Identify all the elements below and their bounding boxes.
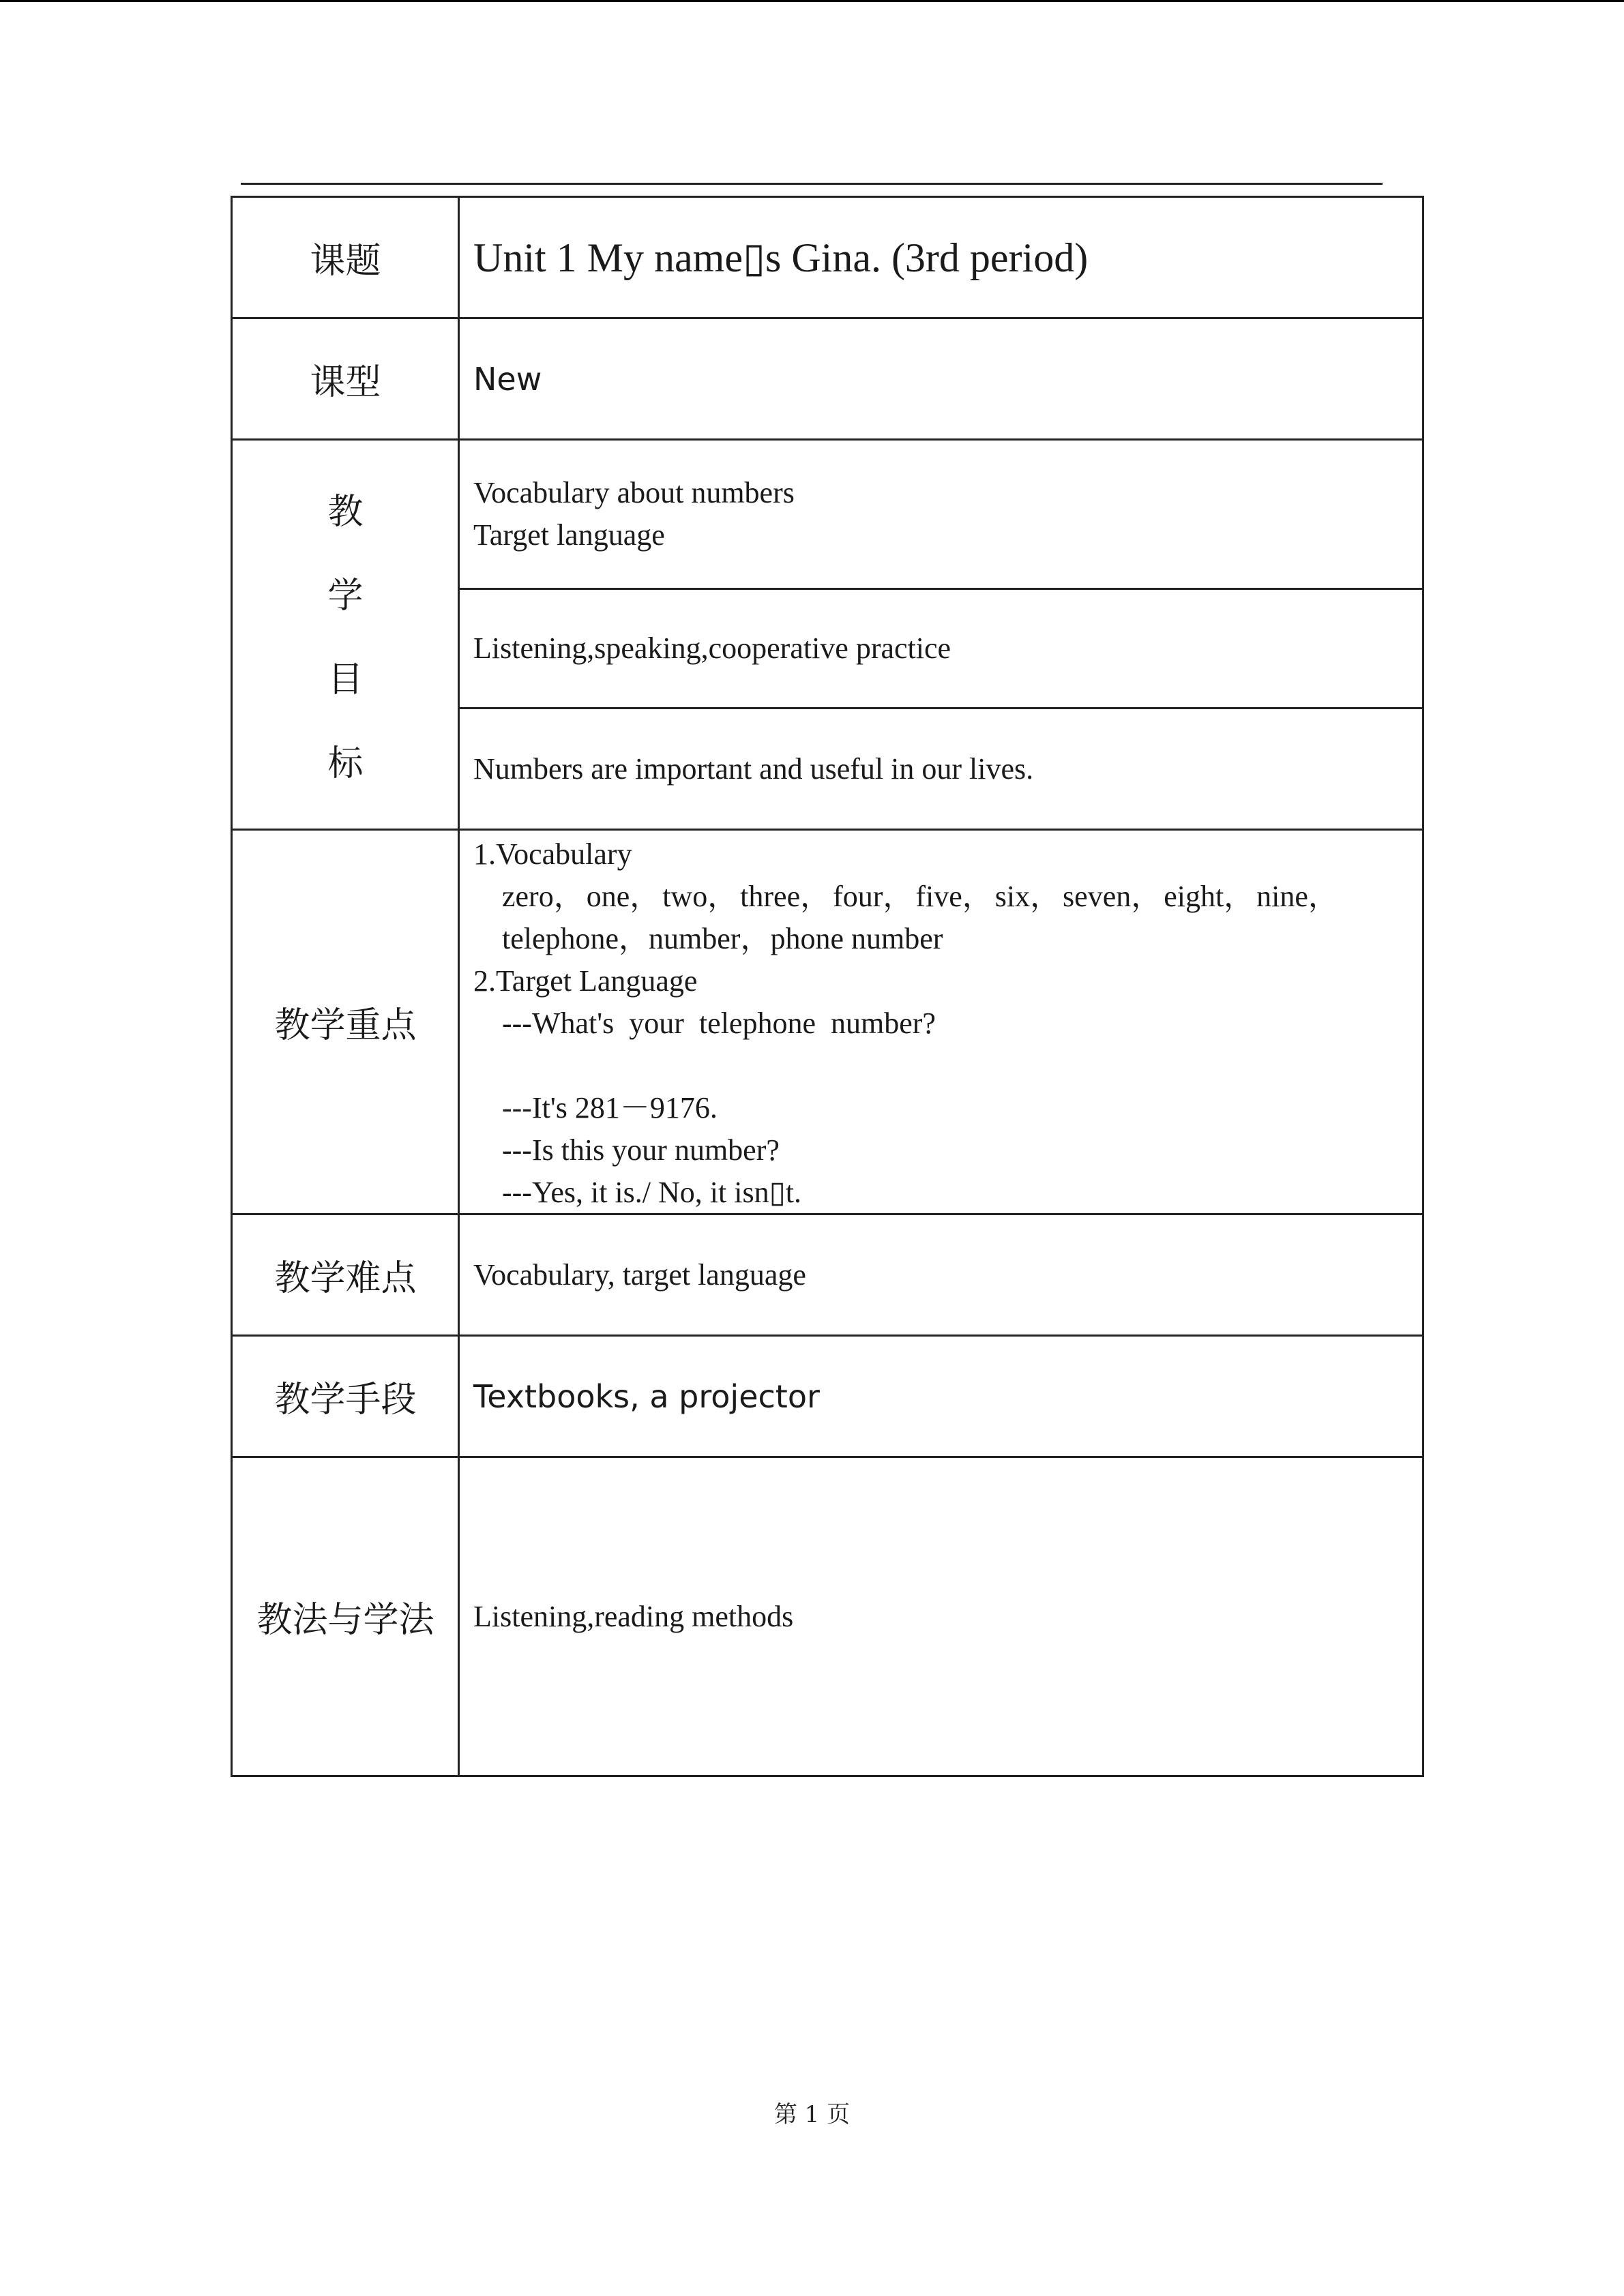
label-char: 学 xyxy=(327,576,364,616)
objective-knowledge-line: Vocabulary about numbers xyxy=(473,476,795,509)
label-methods: 教法与学法 xyxy=(256,1600,434,1641)
vocab-word: seven， xyxy=(1063,880,1162,913)
table-border-bottom xyxy=(231,1775,1424,1777)
table-border-right xyxy=(1422,196,1424,1777)
dialogue-line: ---Is this your number? xyxy=(502,1133,780,1167)
dialogue-line: ---Yes, it is./ No, it isn▯t. xyxy=(502,1176,802,1209)
vocab-word: zero， xyxy=(502,880,584,913)
label-char: 标 xyxy=(327,743,364,784)
dialogue-line: ---What's your telephone number? xyxy=(502,1007,936,1040)
page-number: 第 1 页 xyxy=(773,2101,851,2128)
page-top-border xyxy=(0,0,1624,2)
objective-knowledge-line: Target language xyxy=(473,518,665,552)
teaching-aids: Textbooks, a projector xyxy=(473,1377,820,1415)
label-difficult-points: 教学难点 xyxy=(274,1258,417,1299)
objective-ability: Listening,speaking,cooperative practice xyxy=(473,631,951,665)
vocab-word: nine， xyxy=(1256,880,1338,913)
label-teaching-aids: 教学手段 xyxy=(274,1380,417,1420)
objective-emotion: Numbers are important and useful in our lives. xyxy=(473,751,1034,786)
vocab-word: four， xyxy=(833,880,913,913)
vocab-line: telephone，number，phone number xyxy=(502,922,943,955)
label-char: 教 xyxy=(327,492,364,533)
lesson-title: Unit 1 My name▯s Gina. (3rd period) xyxy=(473,235,1089,280)
difficult-points: Vocabulary, target language xyxy=(473,1257,806,1292)
vocab-word: six， xyxy=(994,880,1061,913)
vocab-word: one， xyxy=(586,880,660,913)
lesson-type: New xyxy=(473,360,542,398)
vocab-list xyxy=(473,876,1338,918)
label-lesson-type: 课型 xyxy=(310,362,381,403)
key-points-heading: 1.Vocabulary xyxy=(473,837,632,871)
objective-knowledge xyxy=(473,441,1374,588)
label-lesson-title: 课题 xyxy=(310,241,381,282)
label-char: 目 xyxy=(327,659,364,700)
vocab-word: two， xyxy=(662,880,738,913)
vocab-word: five， xyxy=(915,880,992,913)
vocab-word: three， xyxy=(740,880,831,913)
key-points-content xyxy=(473,831,1374,1213)
methods: Listening,reading methods xyxy=(473,1599,794,1633)
header-rule xyxy=(241,183,1383,185)
vocab-word: eight， xyxy=(1164,880,1254,913)
label-teaching-objectives xyxy=(232,440,459,829)
key-points-heading: 2.Target Language xyxy=(473,964,698,998)
dialogue-line: ---It's 281－9176. xyxy=(502,1091,718,1124)
label-key-points: 教学重点 xyxy=(274,1005,417,1046)
